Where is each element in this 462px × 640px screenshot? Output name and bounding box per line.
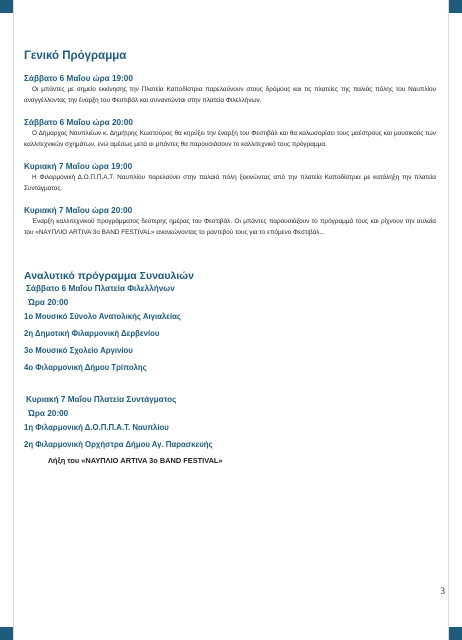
general-program-title: Γενικό Πρόγραμμα <box>24 50 127 62</box>
event-description: Έναρξη καλλιτεχνικού προγράμματος δεύτερης ημέρας του Φεστιβάλ. Οι μπάντες παρουσιάζουν το πρόγραμμά τους και ρίχνουν την αυλαία του «ΝΑΥΠΛΙΟ ARTIVA 3ο BAND FESTIVAL» ανανεώνοντας το ραντεβού τους για το επόμενο Φεστιβάλ... <box>24 218 436 236</box>
performer-item: 2η Φιλαρμονική Ορχήστρα Δήμου Αγ. Παρασκευής <box>24 440 213 449</box>
performer-item: 4ο Φιλαρμονική Δήμου Τρίπολης <box>24 363 147 372</box>
event-date: Σάββατο 6 Μαΐου ώρα 19:00 <box>24 74 133 83</box>
day-heading: Κυριακή 7 Μαΐου Πλατεία Συντάγματος <box>26 395 177 404</box>
corner-block-top-right <box>449 0 462 13</box>
event-description: Οι μπάντες με σημείο εκκίνησης την Πλατεία Καποδίστρια παρελαύνουν στους δρόμους και τις πλατείες της παλιάς πόλης του Ναυπλίου αναγγέλλοντας την έναρξη του Φεστιβάλ και συναντώνται στην πλατεία Φιλελλήνων. <box>24 86 436 104</box>
event-date: Σάββατο 6 Μαΐου ώρα 20:00 <box>24 118 133 127</box>
left-margin-rule <box>13 0 14 640</box>
performer-item: 1ο Μουσικό Σύνολο Ανατολικής Αιγιαλείας <box>24 312 181 321</box>
event-description: Η Φιλαρμονική Δ.Ο.Π.Π.Α.Τ. Ναυπλίου παρελαύνει στην παλαιά πόλη ξεκινώντας από την πλατεία Καποδίστρια με κατάληξη την πλατεία Συντάγματος. <box>24 174 436 192</box>
day-heading: Σάββατο 6 Μαΐου Πλατεία Φιλελλήνων <box>26 284 175 293</box>
performer-item: 1η Φιλαρμονική Δ.Ο.Π.Π.Α.Τ. Ναυπλίου <box>24 423 169 432</box>
event-item <box>24 206 436 238</box>
spacer <box>24 379 436 393</box>
concert-time: Ώρα 20:00 <box>28 409 69 418</box>
performer-item: 2η Δημοτική Φιλαρμονική Δερβενίου <box>24 329 160 338</box>
concert-day-sunday <box>24 395 436 465</box>
concert-time: Ώρα 20:00 <box>28 298 69 307</box>
event-date: Κυριακή 7 Μαΐου ώρα 19:00 <box>24 162 133 171</box>
concert-day-saturday <box>24 284 436 374</box>
detailed-program-title: Αναλυτικό πρόγραμμα Συναυλιών <box>24 270 194 282</box>
festival-closing: Λήξη του «ΝΑΥΠΛΙΟ ARTIVA 3ο BAND FESTIVAL» <box>48 456 223 465</box>
corner-block-bottom-left <box>0 627 13 640</box>
corner-block-bottom-right <box>449 627 462 640</box>
page-number: 3 <box>440 586 445 596</box>
page-content <box>24 50 436 465</box>
event-item <box>24 74 436 106</box>
event-date: Κυριακή 7 Μαΐου ώρα 20:00 <box>24 206 133 215</box>
event-item <box>24 118 436 150</box>
event-item <box>24 162 436 194</box>
event-description: Ο Δήμαρχος Ναυπλιέων κ. Δημήτρης Κωστούρος θα κηρύξει την έναρξη του Φεστιβάλ και θα καλωσορίσει τους μαέστρους και μουσικούς των καλλιτεχνικών σχημάτων, ενώ αμέσως μετά οι μπάντες θα παρουσιάσουν το καλλιτεχνικό τους πρόγραμμα. <box>24 130 436 148</box>
performer-item: 3ο Μουσικό Σχολείο Αργινίου <box>24 346 133 355</box>
right-margin-rule <box>448 0 449 640</box>
corner-block-top-left <box>0 0 13 13</box>
